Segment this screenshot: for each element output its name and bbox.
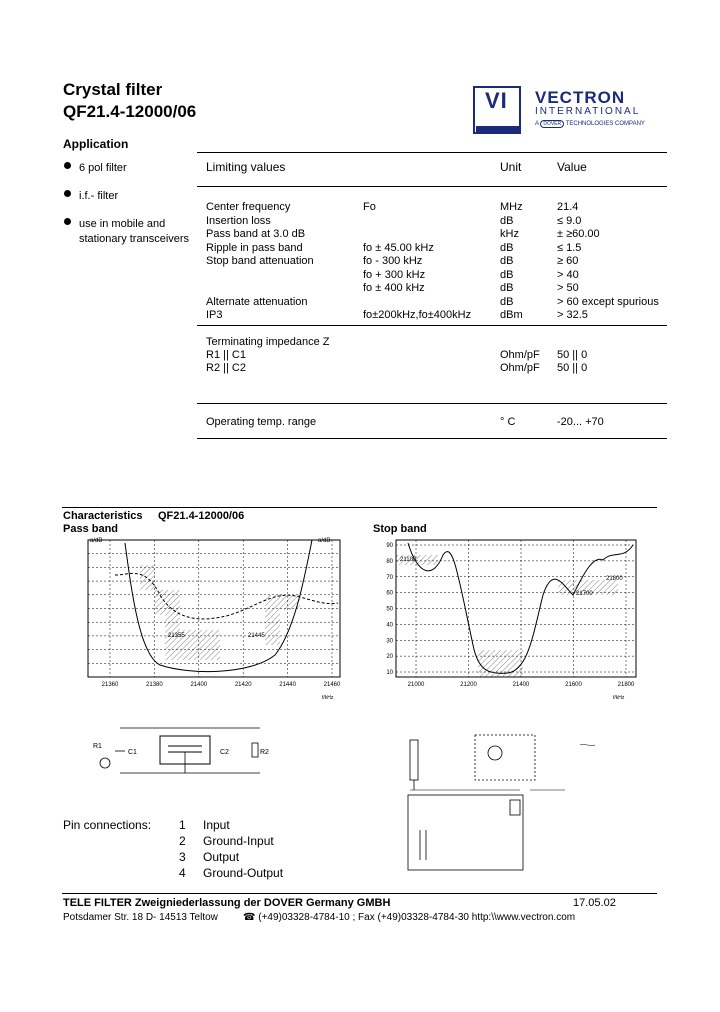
table-top-rule — [197, 152, 667, 153]
table-cell-cond: Fo — [363, 201, 376, 213]
tick-label: 21420 — [234, 682, 252, 688]
table-cell-unit: dB — [500, 282, 514, 294]
pin-number: 3 — [179, 850, 186, 864]
table-cell-cond: fo ± 400 kHz — [363, 282, 425, 294]
tick-label: 20 — [386, 654, 393, 661]
title-line-1: Crystal filter — [63, 80, 163, 99]
tick-label: 21800 — [617, 682, 635, 688]
pins-heading: Pin connections: — [63, 818, 152, 832]
logo-company — [535, 121, 645, 127]
logo-underbar — [476, 126, 520, 132]
tick-label: 21600 — [565, 682, 582, 688]
tick-label: 30 — [386, 638, 393, 645]
footer-company: TELE FILTER Zweigniederlassung der DOVER Germany GMBH — [63, 897, 391, 909]
footer-contact-line — [243, 912, 575, 923]
table-temp-rule — [197, 403, 667, 404]
table-cell-value: > 50 — [557, 282, 579, 294]
tick-label: 50 — [386, 606, 393, 613]
table-cell-value: ± ≥60.00 — [557, 228, 600, 240]
table-cell-value: 21.4 — [557, 201, 579, 213]
table-cell-value: > 40 — [557, 268, 579, 281]
table-header-rule — [197, 186, 667, 187]
stopband-chart — [378, 535, 648, 705]
table-cell-cond: fo - 300 kHz — [363, 255, 423, 267]
header-limiting-values: Limiting values — [206, 160, 286, 174]
pin-label: Output — [203, 850, 240, 864]
impedance-r1-unit: Ohm/pF — [500, 349, 540, 361]
temp-value: -20... +70 — [557, 416, 604, 428]
tick-label: 21200 — [460, 682, 477, 688]
logo-sub: INTERNATIONAL — [535, 106, 641, 117]
dover-badge: DOVER — [540, 120, 564, 128]
impedance-r2-unit: Ohm/pF — [500, 362, 540, 374]
passband-label: Pass band — [63, 523, 119, 535]
tick-label: 21400 — [190, 682, 208, 688]
header-unit: Unit — [500, 160, 522, 174]
source-icon — [100, 758, 110, 768]
title-line-2: QF21.4-12000/06 — [63, 102, 197, 121]
table-cell-unit: dB — [500, 241, 514, 254]
top-view-outline — [475, 735, 535, 780]
table-cell-cond: fo ± 45.00 kHz — [363, 241, 434, 254]
application-heading: Application — [63, 137, 129, 151]
passband-x-unit: f/kHz — [322, 695, 334, 701]
logo-mark-text: VI — [485, 88, 508, 113]
passband-chart — [70, 535, 360, 705]
bullet-icon — [64, 190, 71, 197]
tick-label: 10 — [386, 670, 393, 676]
table-cell-unit: kHz — [500, 228, 519, 240]
characteristics-heading: Characteristics — [63, 510, 143, 522]
table-cell-unit: dB — [500, 268, 514, 281]
bullet-icon — [64, 162, 71, 169]
c1-label: C1 — [128, 749, 137, 756]
table-cell-param: Center frequency — [206, 201, 291, 213]
impedance-r2-param: R2 || C2 — [206, 362, 246, 374]
table-cell-param: IP3 — [206, 309, 223, 321]
table-cell-param: Insertion loss — [206, 214, 271, 227]
tick-label: 21460 — [323, 682, 341, 688]
front-view-tab — [510, 800, 520, 815]
tick-label: 21380 — [146, 682, 163, 688]
table-cell-unit: dB — [500, 214, 514, 227]
application-item-3: use in mobile and — [79, 218, 166, 230]
table-cell-cond: fo±200kHz,fo±400kHz — [363, 309, 472, 321]
passband-y-unit-left: a/dB — [90, 538, 103, 544]
table-cell-param: Pass band at 3.0 dB — [206, 228, 306, 240]
stopband-x-ticks — [408, 682, 635, 688]
pin-number: 4 — [179, 866, 186, 880]
pin-label: Ground-Output — [203, 866, 284, 880]
impedance-heading: Terminating impedance Z — [206, 336, 330, 348]
stopband-annotation-2: 21700 — [576, 591, 593, 597]
stopband-annotation-1: 21100 — [400, 557, 417, 563]
passband-x-ticks — [102, 682, 341, 688]
top-view-pin-circle — [488, 746, 502, 760]
tick-label: 21000 — [407, 682, 425, 688]
table-cell-value: ≤ 1.5 — [557, 241, 582, 254]
table-cell-unit: MHz — [500, 201, 523, 213]
passband-annotation-1: 21355 — [168, 633, 185, 639]
table-cell-value: > 60 except spurious — [557, 295, 659, 308]
temp-param: Operating temp. range — [206, 416, 317, 428]
r1-label: R1 — [93, 743, 102, 750]
vectron-logo — [473, 86, 668, 136]
passband-tolerance-left — [140, 565, 220, 660]
temp-unit: ° C — [500, 416, 516, 428]
front-view-body — [408, 795, 523, 870]
characteristics-part: QF21.4-12000/06 — [158, 510, 245, 522]
passband-tolerance-right — [265, 595, 300, 645]
table-cell-value: ≤ 9.0 — [557, 214, 582, 227]
side-view-body — [410, 740, 418, 780]
header-value: Value — [557, 160, 587, 174]
drawing-mark — [580, 744, 595, 745]
stopband-x-unit: f/kHz — [613, 695, 625, 701]
logo-company-prefix: A — [535, 121, 539, 127]
application-item-4: stationary transceivers — [79, 233, 190, 245]
tick-label: 60 — [386, 590, 393, 597]
impedance-r1-value: 50 || 0 — [557, 349, 588, 361]
mechanical-drawing — [400, 715, 600, 875]
stopband-label: Stop band — [373, 523, 427, 535]
stopband-y-ticks — [386, 543, 393, 676]
table-cell-cond: fo + 300 kHz — [363, 268, 426, 281]
tick-label: 90 — [386, 543, 393, 549]
table-bottom-rule — [197, 438, 667, 439]
tick-label: 80 — [386, 558, 393, 565]
impedance-r2-value: 50 || 0 — [557, 362, 588, 374]
footer-rule — [62, 893, 657, 894]
logo-company-suffix: TECHNOLOGIES COMPANY — [565, 121, 645, 127]
application-item-2: i.f.- filter — [79, 190, 119, 202]
footer-contact: (+49)03328-4784-10 ; Fax (+49)03328-4784-30 http:\\www.vectron.com — [258, 912, 576, 923]
tick-label: 21360 — [101, 682, 119, 688]
table-cell-value: ≥ 60 — [557, 255, 579, 267]
logo-name: VECTRON — [535, 88, 626, 107]
pin-label: Input — [203, 818, 230, 832]
table-cell-param: Ripple in pass band — [206, 241, 303, 254]
passband-y-unit-right: a/dB — [318, 538, 331, 544]
pin-label: Ground-Input — [203, 834, 274, 848]
r2-label: R2 — [260, 749, 269, 756]
tick-label: 40 — [386, 622, 393, 629]
footer-address: Potsdamer Str. 18 D- 14513 Teltow — [63, 912, 218, 923]
tick-label: 21440 — [279, 682, 296, 688]
application-item-1: 6 pol filter — [79, 162, 127, 174]
table-cell-unit: dB — [500, 255, 514, 267]
table-cell-unit: dB — [500, 295, 514, 308]
table-cell-value: > 32.5 — [557, 309, 588, 321]
characteristics-rule — [62, 507, 657, 508]
circuit-schematic — [90, 718, 270, 788]
pin-number: 2 — [179, 834, 186, 848]
phone-icon: ☎ — [243, 912, 256, 923]
tick-label: 21400 — [512, 682, 530, 688]
pin-number: 1 — [179, 818, 186, 832]
table-section-rule — [197, 325, 667, 326]
bullet-icon — [64, 218, 71, 225]
tick-label: 70 — [386, 574, 393, 581]
r2-resistor — [252, 743, 258, 757]
table-cell-unit: dBm — [500, 309, 523, 321]
table-cell-param: Stop band attenuation — [206, 255, 314, 267]
table-cell-param: Alternate attenuation — [206, 295, 308, 308]
footer-date: 17.05.02 — [573, 897, 616, 909]
passband-annotation-2: 21445 — [248, 633, 265, 639]
c2-label: C2 — [220, 749, 229, 756]
stopband-annotation-3: 21800 — [606, 576, 623, 582]
impedance-r1-param: R1 || C1 — [206, 349, 246, 361]
